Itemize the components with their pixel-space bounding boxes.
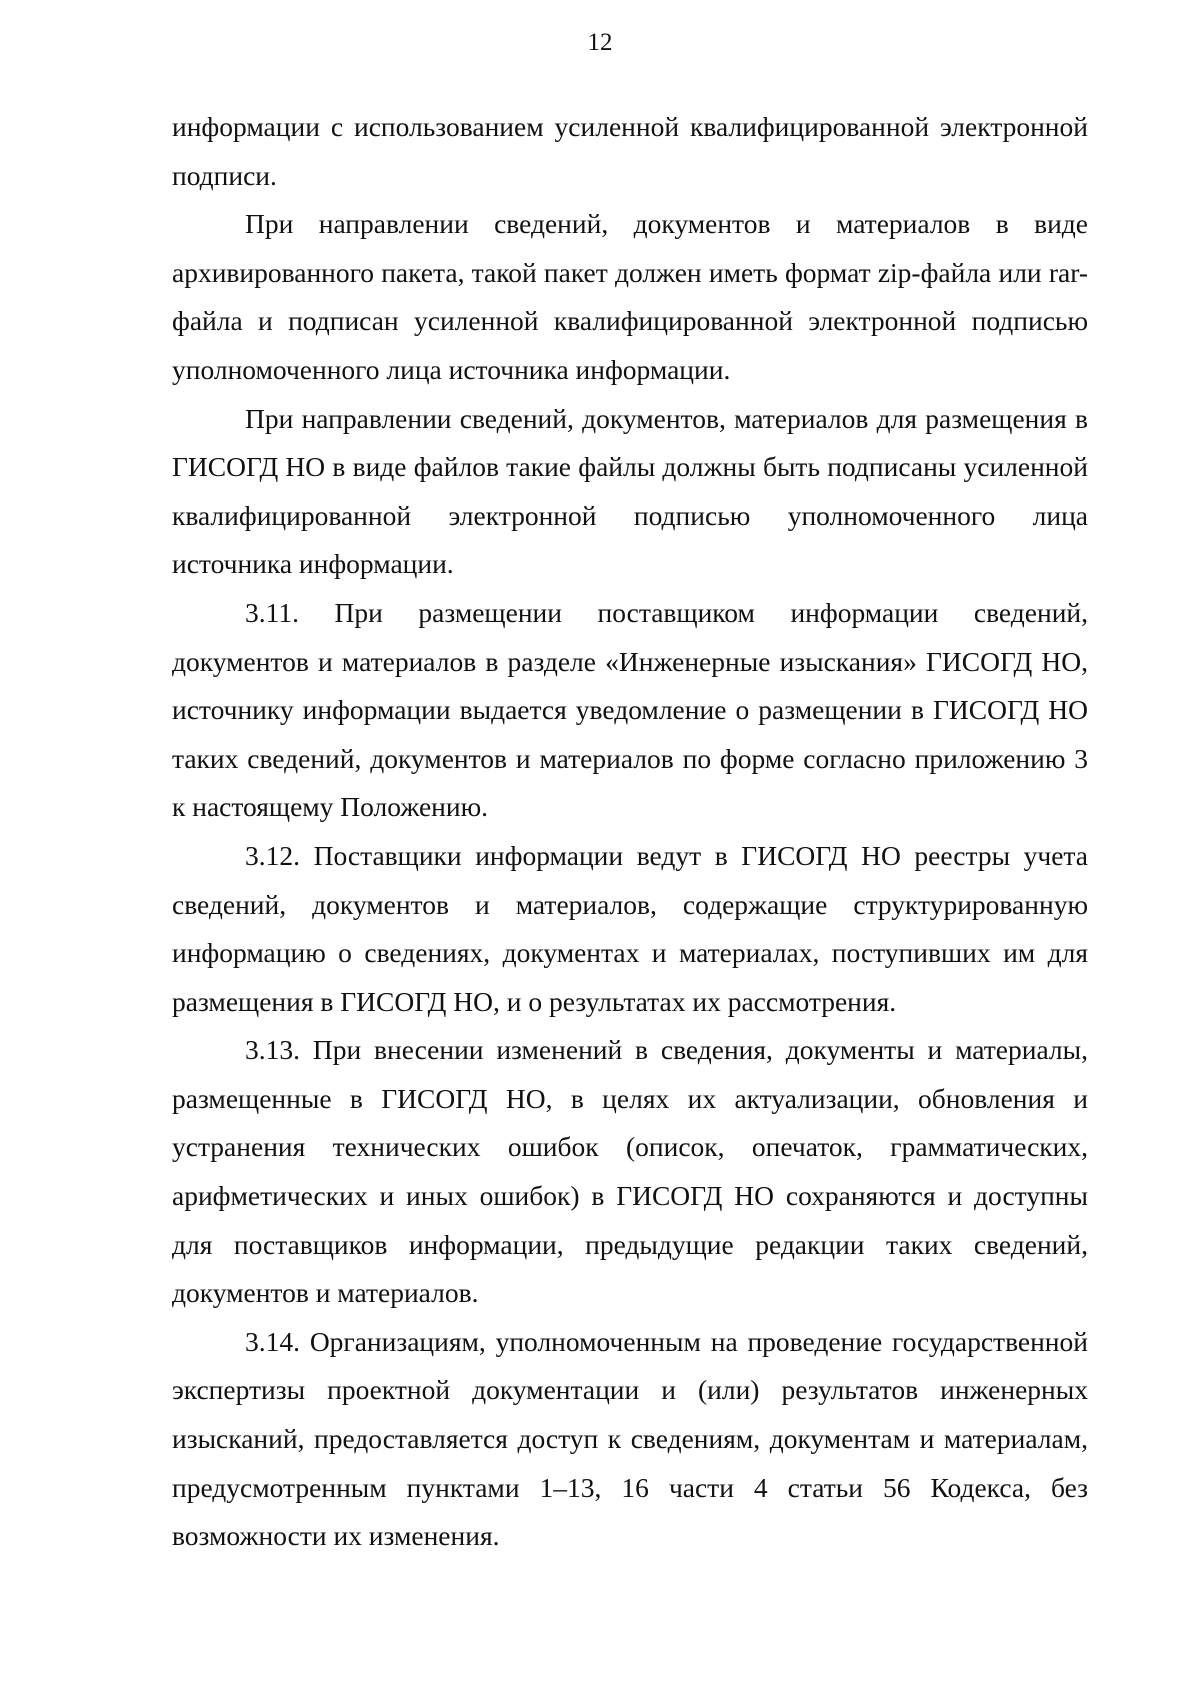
page-number: 12	[587, 29, 613, 56]
paragraph-3-14: 3.14. Организациям, уполномоченным на проведение государственной экспертизы проектной документации и (или) результатов инженерных изысканий, предоставляется доступ к сведениям, документам и материалам, предусмотренным пунктами 1–13, 16 части 4 статьи 56 Кодекса, без возможности их изменения.	[172, 1325, 1088, 1552]
paragraph-archive-package: При направлении сведений, документов и материалов в виде архивированного пакета, такой пакет должен иметь формат zip-файла или rar-файла и подписан усиленной квалифицированной электронной подписью уполномоченного лица источника информации.	[172, 208, 1088, 385]
paragraph-files-signature: При направлении сведений, документов, материалов для размещения в ГИСОГД НО в виде файлов такие файлы должны быть подписаны усиленной квалифицированной электронной подписью уполномоченного лица источника информации.	[172, 402, 1088, 580]
paragraph-3-12: 3.12. Поставщики информации ведут в ГИСОГД НО реестры учета сведений, документов и материалов, содержащие структурированную информацию о сведениях, документах и материалах, поступивших им для размещения в ГИСОГД НО, и о результатах их рассмотрения.	[172, 839, 1088, 1017]
paragraph-3-11: 3.11. При размещении поставщиком информации сведений, документов и материалов в разделе «Инженерные изыскания» ГИСОГД НО, источнику информации выдается уведомление о размещении в ГИСОГД НО таких сведений, документов и материалов по форме согласно приложению 3 к настоящему Положению.	[172, 596, 1088, 823]
document-body	[172, 103, 1088, 1561]
paragraph-continuation: информации с использованием усиленной квалифицированной электронной подписи.	[172, 111, 1088, 191]
paragraph-3-13: 3.13. При внесении изменений в сведения, документы и материалы, размещенные в ГИСОГД НО, в целях их актуализации, обновления и устранения технических ошибок (описок, опечаток, грамматических, арифметических и иных ошибок) в ГИСОГД НО сохраняются и доступны для поставщиков информации, предыдущие редакции таких сведений, документов и материалов.	[172, 1034, 1088, 1309]
